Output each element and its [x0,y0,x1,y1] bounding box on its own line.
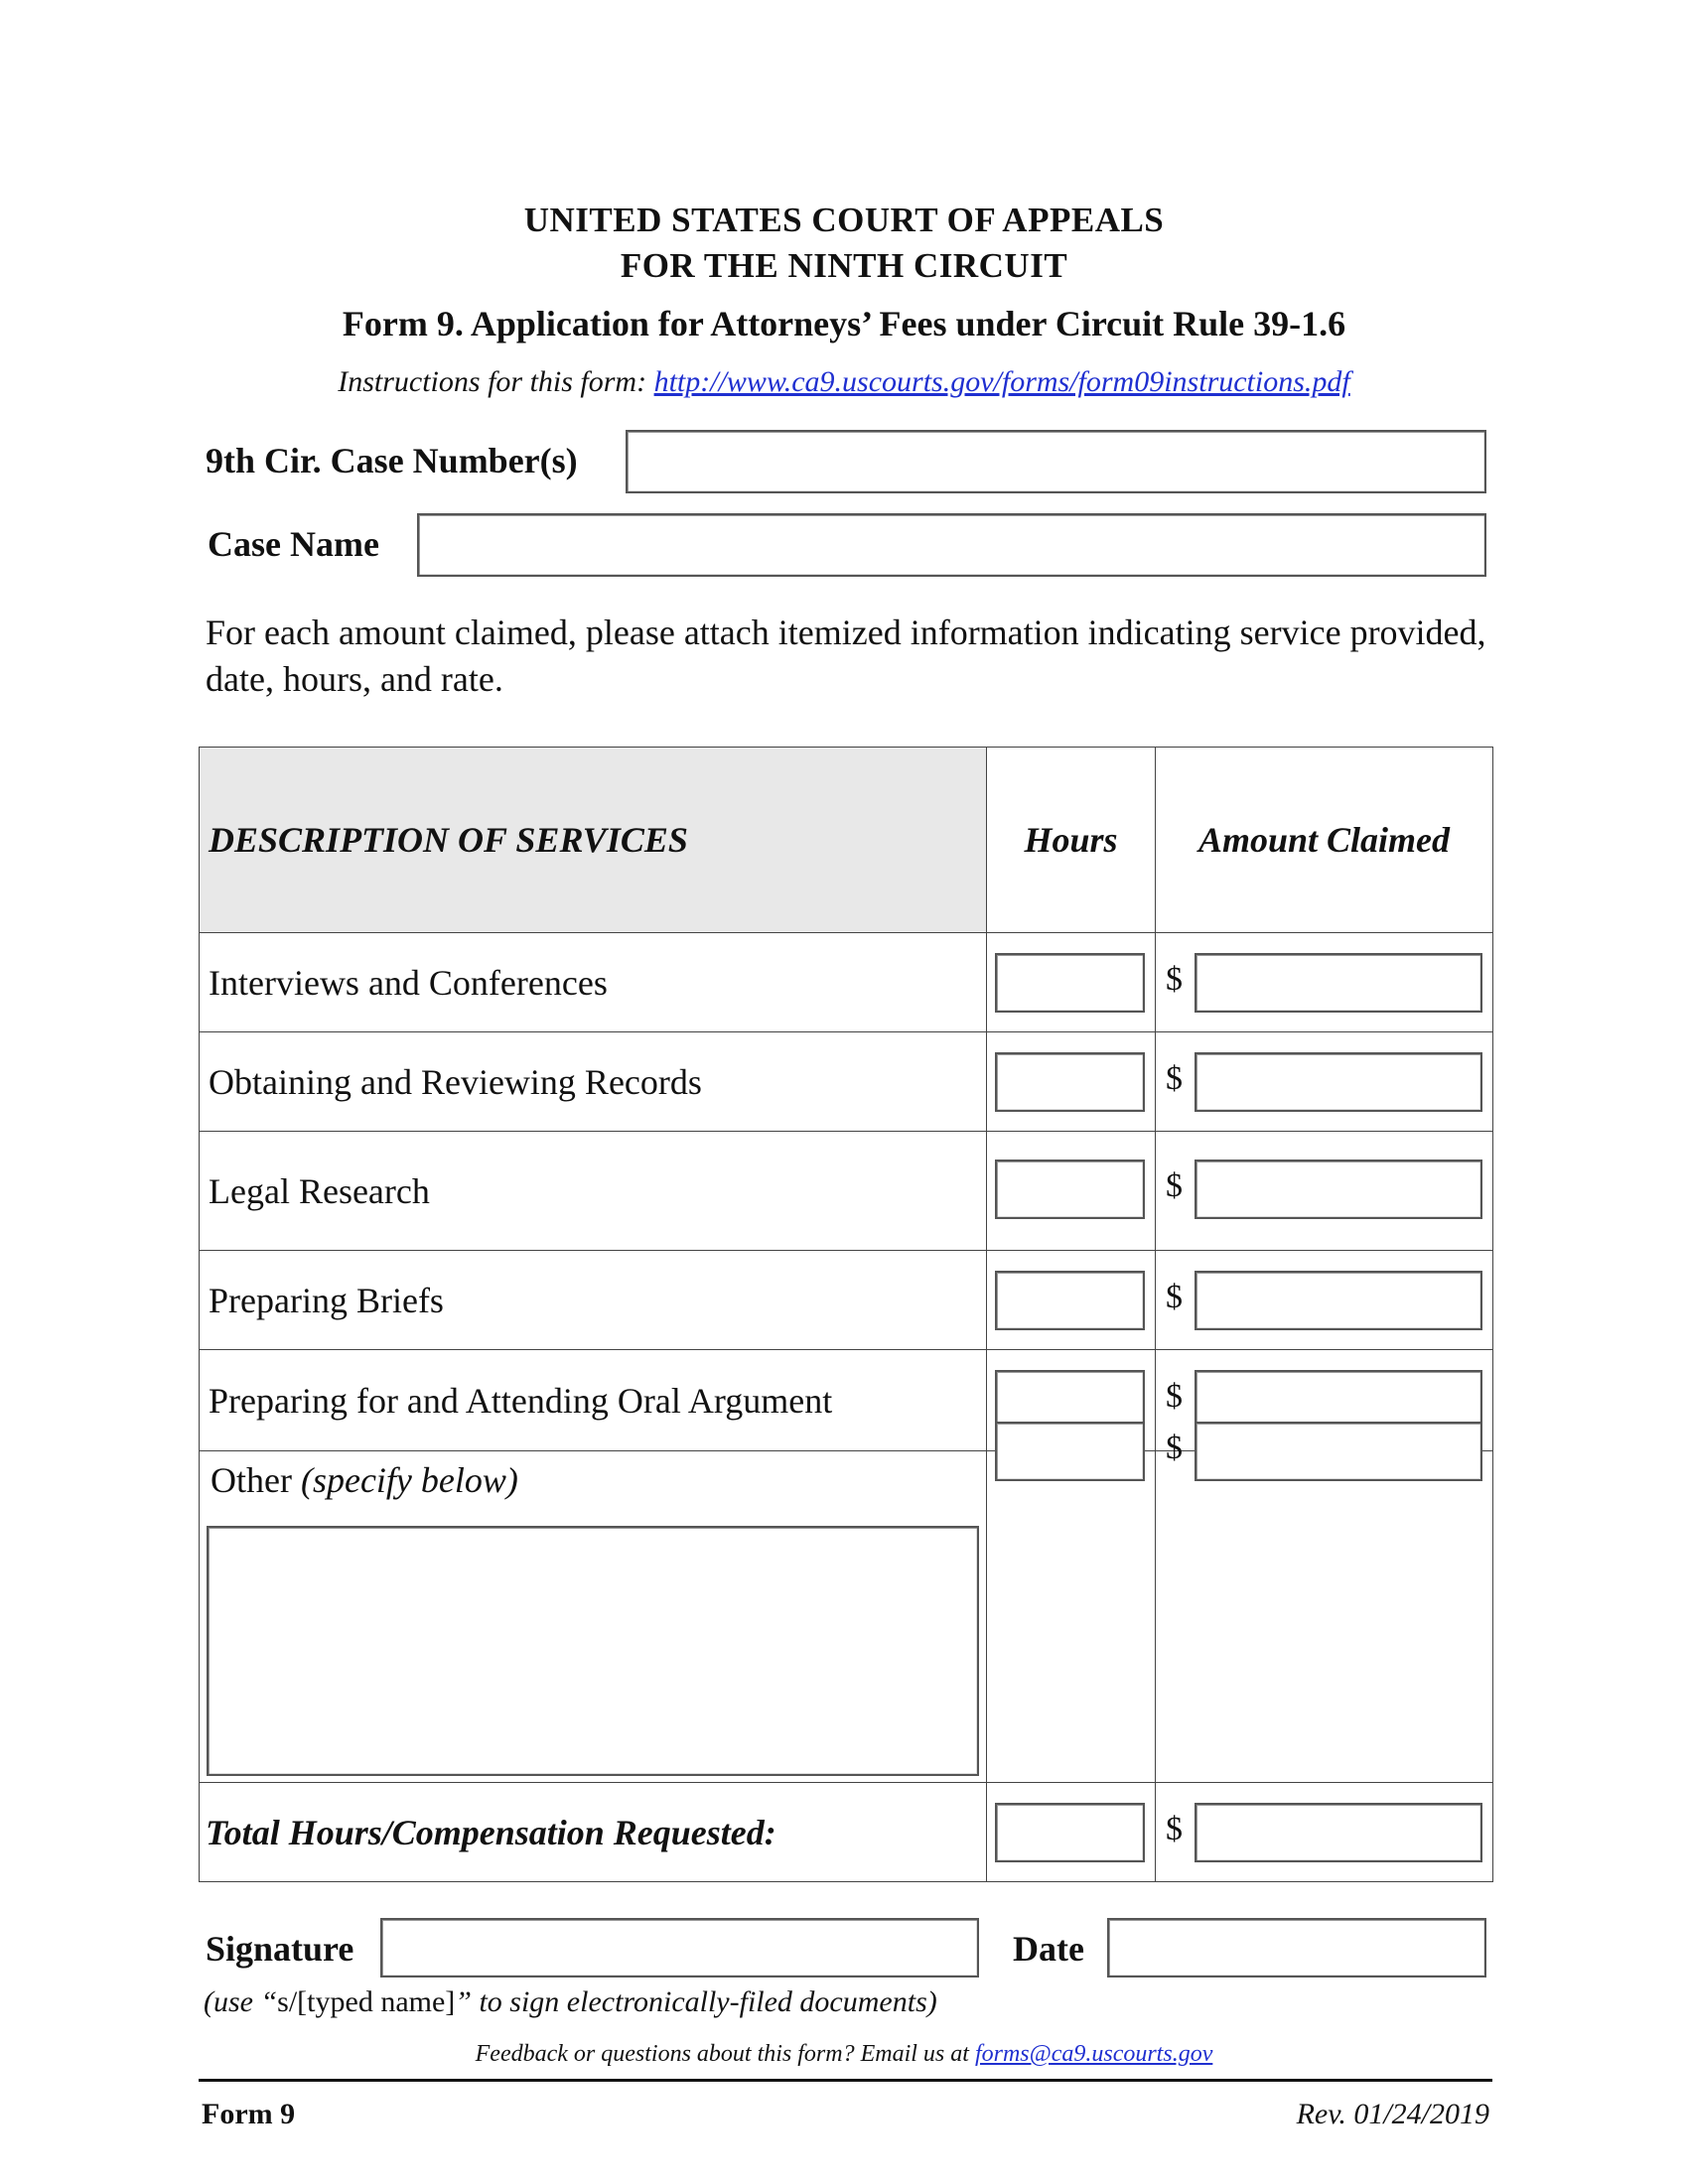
case-name-label: Case Name [208,524,379,564]
hours-header: Hours [987,748,1156,933]
hours-input[interactable] [995,1160,1145,1219]
form-title: Form 9. Application for Attorneys’ Fees under Circuit Rule 39-1.6 [342,304,1346,343]
amount-input[interactable] [1195,953,1482,1013]
hours-input[interactable] [995,1271,1145,1330]
hours-input[interactable] [995,1052,1145,1112]
amount-input[interactable] [1195,1160,1482,1219]
dollar-sign: $ [1166,961,1183,998]
feedback-email-link[interactable]: forms@ca9.uscourts.gov [974,2041,1213,2067]
signature-label: Signature [206,1929,354,1969]
other-row [200,1451,1493,1783]
total-hours-input[interactable] [995,1803,1145,1862]
amount-input[interactable] [1195,1422,1482,1481]
instructions-link[interactable]: http://www.ca9.uscourts.gov/forms/form09instructions.pdf [653,365,1350,398]
dollar-sign: $ [1166,1060,1183,1097]
table-header-row [200,748,1493,933]
service-label: Interviews and Conferences [200,933,987,1032]
total-row [200,1783,1493,1882]
date-label: Date [1013,1929,1084,1969]
signature-input[interactable] [380,1918,979,1978]
other-label: Other (specify below) [211,1460,518,1500]
hours-input[interactable] [995,953,1145,1013]
table-row [200,1132,1493,1251]
instructions-line [0,365,1688,399]
case-number-input[interactable] [626,430,1486,493]
other-specify-textarea[interactable] [207,1526,979,1776]
description-header: DESCRIPTION OF SERVICES [200,748,987,933]
service-label: Preparing for and Attending Oral Argument [200,1350,987,1451]
service-label: Obtaining and Reviewing Records [200,1032,987,1132]
amount-header: Amount Claimed [1156,748,1493,933]
footer-revision: Rev. 01/24/2019 [1296,2098,1489,2130]
table-row [200,1032,1493,1132]
amount-input[interactable] [1195,1271,1482,1330]
table-row [200,933,1493,1032]
dollar-sign: $ [1166,1378,1183,1415]
service-label: Preparing Briefs [200,1251,987,1350]
intro-paragraph: For each amount claimed, please attach itemized information indicating service provided, date, hours, and rate. [206,613,1486,699]
dollar-sign: $ [1166,1167,1183,1204]
dollar-sign: $ [1166,1811,1183,1847]
signature-note: (use “s/[typed name]” to sign electronically-filed documents) [204,1985,937,2018]
service-label: Legal Research [200,1132,987,1251]
hours-input[interactable] [995,1370,1145,1430]
instructions-prefix: Instructions for this form: [338,365,654,398]
hours-input[interactable] [995,1422,1145,1481]
case-number-label: 9th Cir. Case Number(s) [206,441,578,480]
footer-form-number: Form 9 [202,2098,296,2130]
amount-input[interactable] [1195,1052,1482,1112]
feedback-line: Feedback or questions about this form? Email us at forms@ca9.uscourts.gov [475,2041,1213,2067]
total-label: Total Hours/Compensation Requested: [200,1783,987,1882]
court-title-line2: FOR THE NINTH CIRCUIT [620,246,1068,285]
dollar-sign: $ [1166,1430,1183,1466]
table-row [200,1251,1493,1350]
dollar-sign: $ [1166,1279,1183,1315]
amount-input[interactable] [1195,1370,1482,1430]
total-amount-input[interactable] [1195,1803,1482,1862]
footer-divider [199,2079,1492,2082]
services-table [199,747,1493,1882]
date-input[interactable] [1107,1918,1486,1978]
court-title-line1: UNITED STATES COURT OF APPEALS [523,201,1165,239]
case-name-input[interactable] [417,513,1486,577]
